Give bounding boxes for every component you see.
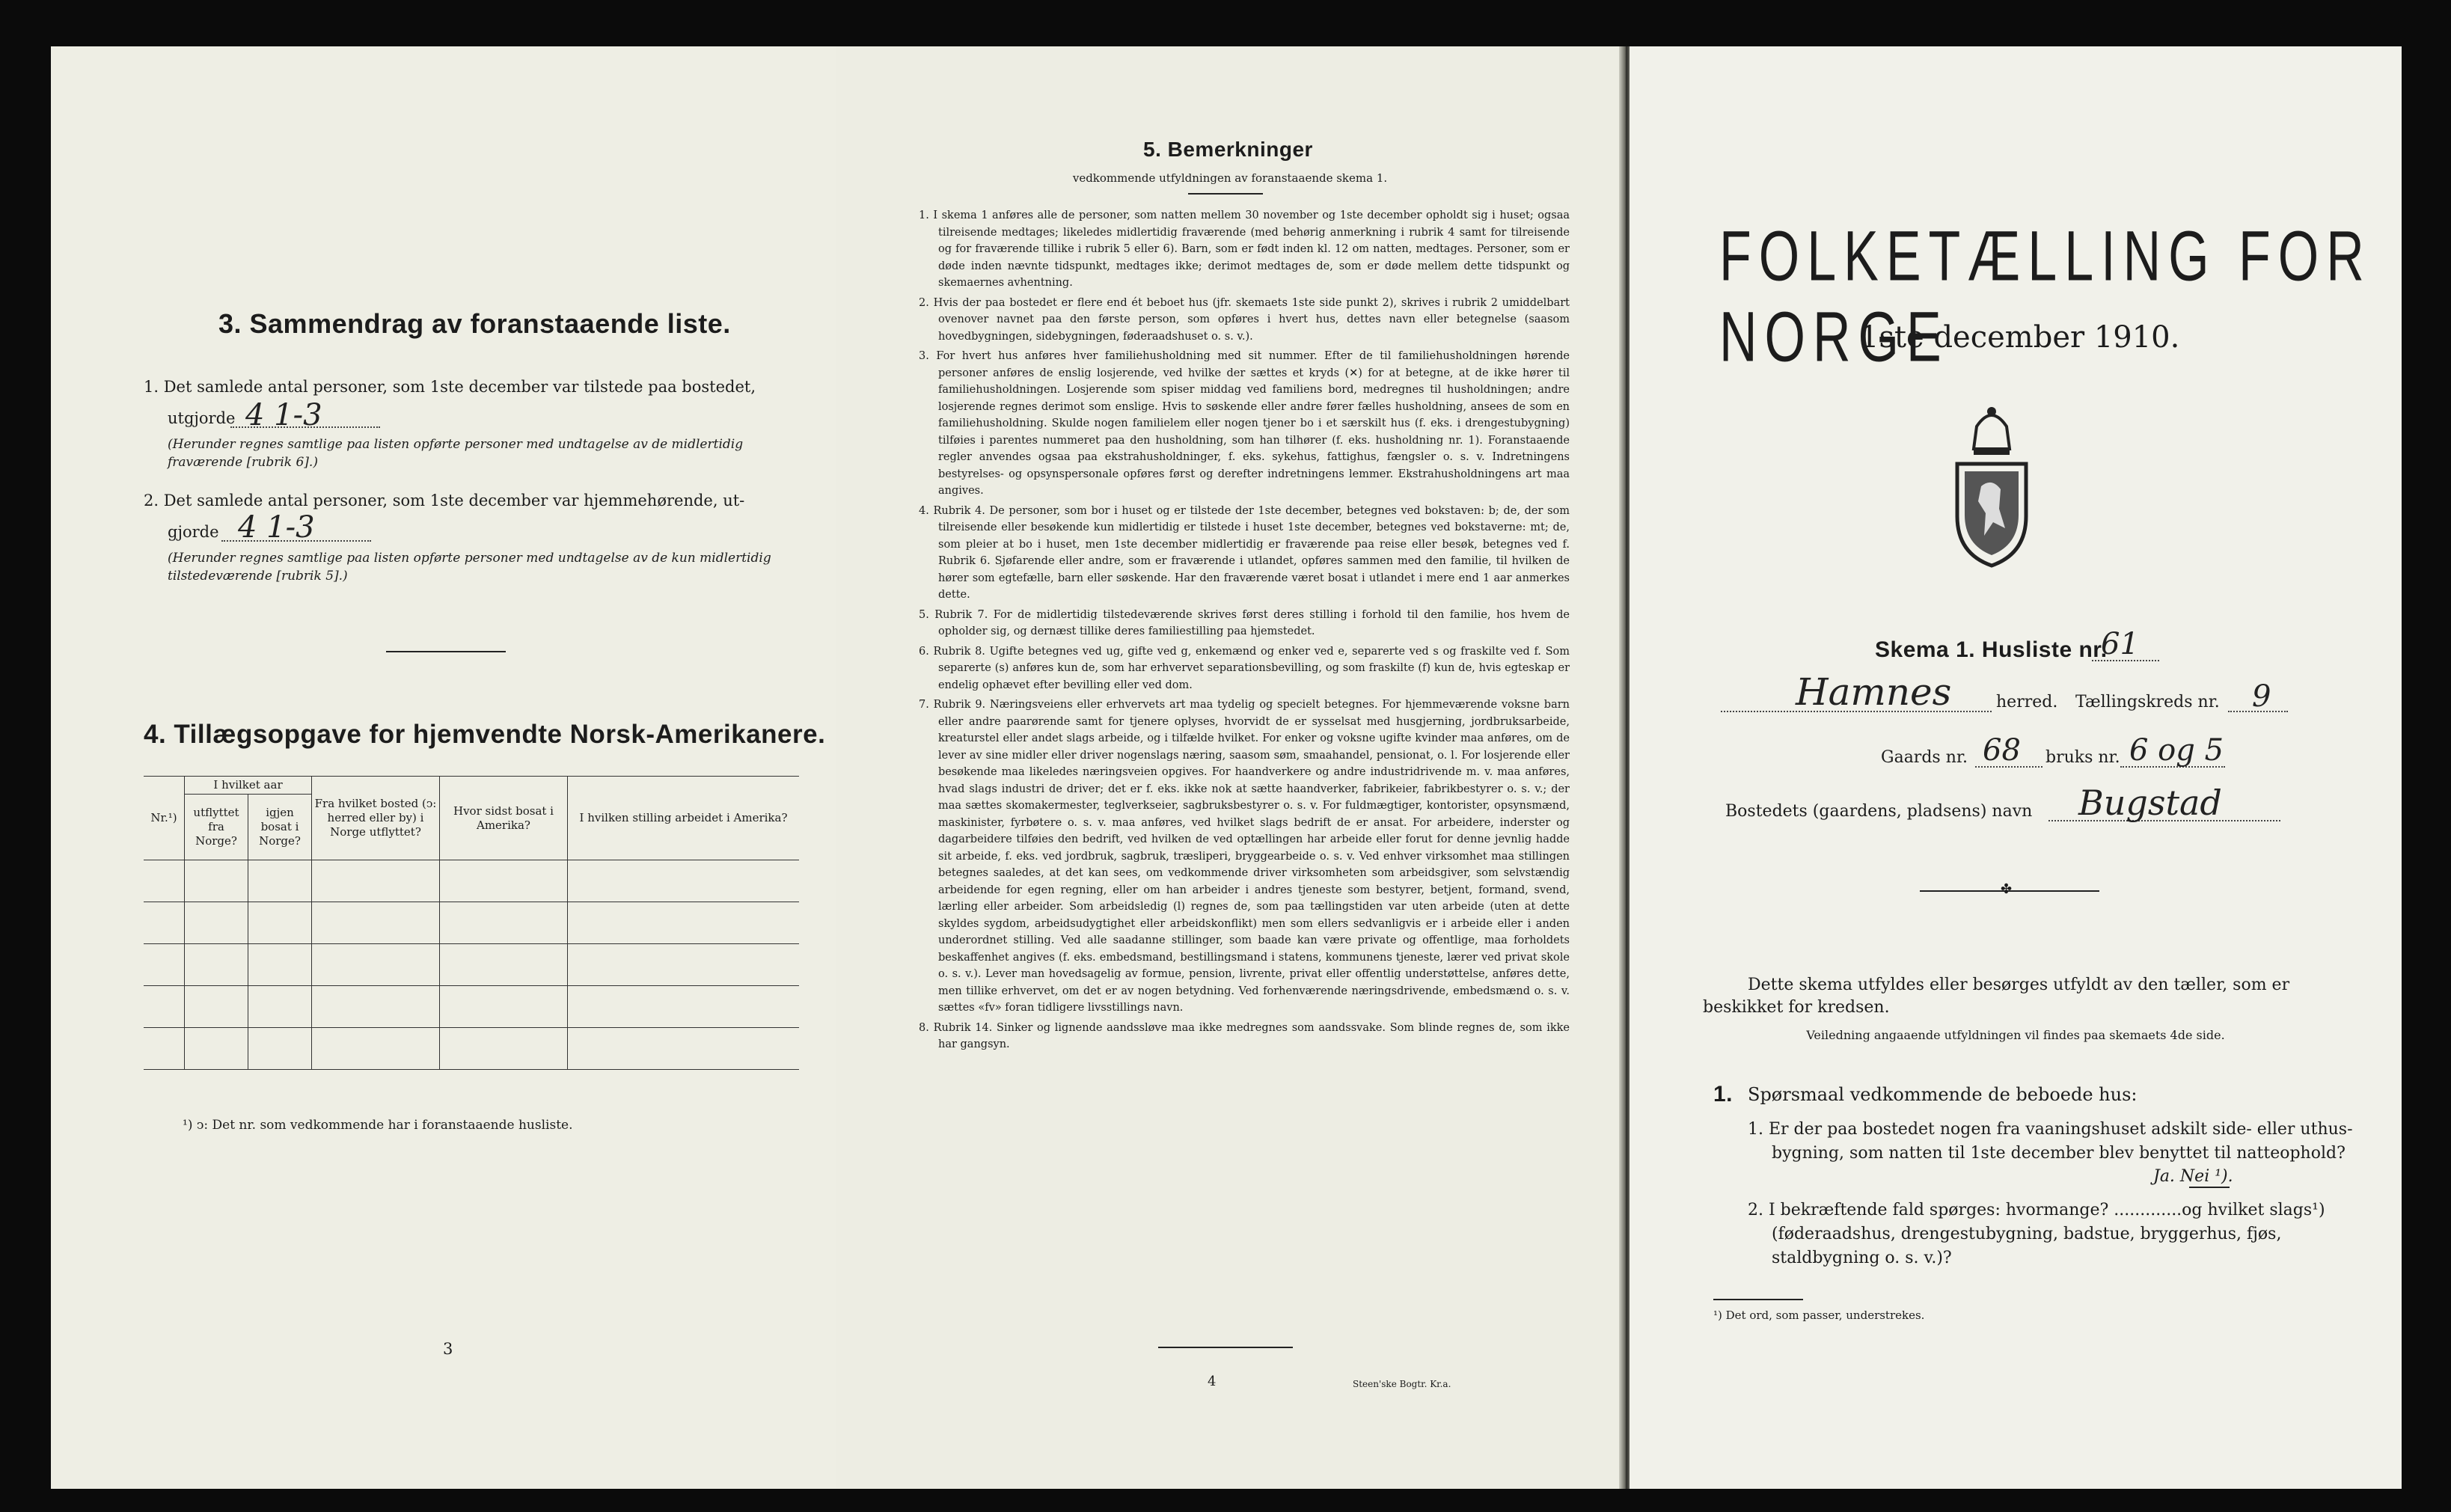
remark-item-6: 6. Rubrik 8. Ugifte betegnes ved ug, gifte ved g, enkemænd og enker ved e, separerte ved s og fraskilte ved f. Som separerte (s) anføres kun de, som har erhvervet separationsbevilling, og som fraskilte (f) kun de, hvis egteskap er endelig ophævet efter bevilling eller ved dom. [919,645,1570,691]
section3-title: 3. Sammendrag av foranstaaende liste. [218,308,731,339]
question-2: 2. I bekræftende fald spørges: hvormange? .............og hvilket slags¹) (føderaadshus, drengestubygning, badstue, bryggerhus, fjøs, staldbygning o. s. v.)? [1748,1201,2325,1267]
remark-item-5: 5. Rubrik 7. For de midlertidig tilstedeværende skrives først deres stilling i forhold til den familie, hos hvem de opholder sig, og dernæst tillike deres familiestilling paa hjemstedet. [919,608,1570,637]
answer-underline [2189,1187,2230,1188]
instruction-note: Veiledning angaaende utfyldningen vil findes paa skemaets 4de side. [1806,1028,2225,1042]
ornament-icon: ✤ [2001,881,2013,897]
bosted-label: Bostedets (gaardens, pladsens) navn [1725,802,2033,821]
table-row [144,860,799,902]
remark-item-7: 7. Rubrik 9. Næringsveiens eller erhvervets art maa tydelig og specielt betegnes. For hjemmeværende voksne barn eller andre paarørende samt for tjenere oplyses, hvorvidt de er sysselsat med husgjerning, jordbruksarbeide, kreaturstel eller andet slags arbeide, og i tilfælde hvilket. For enker og voksne ugifte kvinder maa anføres, om de lever av sine midler eller driver nogenslags næring, saasom søm, smaahandel, pensionat, o. l. For losjerende eller besøkende maa likeledes næringsveien opgives. For haandverkere og andre industridrivende m. v. maa anføres, hvad slags industri de driver; det er f. eks. ikke nok at sætte haandverker, fabrikeier, fabrikbestyrer o. s. v.; der maa sættes skomakermester, teglverkseier, sagbruksbestyrer o. s. v. For fuldmægtiger, kontorister, opsynsmænd, maskinister, fyrbøtere o. s. v. maa anføres, ved hvilket slags bedrift de er ansat. For arbeidere, inderster og dagarbeidere tilføies den bedrift, ved hvilken de ved optællingen har arbeide eller forut for denne jevnlig hadde sit arbeide, f. eks. ved jordbruk, sagbruk, træsliperi, bryggearbeide o. s. v. Ved enhver virksomhet maa stillingen betegnes saaledes, at det kan sees, om vedkommende driver virksomheten som arbeidsgiver, som selvstændig arbeidende for egen regning, eller om han arbeider i andres tjeneste som bestyrer, betjent, formand, svend, lærling eller arbeider. Som arbeidsledig (l) regnes de, som paa tællingstiden var uten arbeide (uten at dette skyldes sygdom, arbeidsudygtighet eller arbeidskonflikt) men som ellers sedvanligvis er i arbeide eller i anden underordnet stilling. Ved alle saadanne stillinger, som baade kan være private og offentlige, maa forholdets beskaffenhet angives (f. eks. embedsmand, bestillingsmand i statens, kommunens tjeneste, lærer ved privat skole o. s. v.). Lever man hovedsagelig av formue, pension, livrente, privat eller offentlig understøttelse, anføres dette, men tillike erhvervet, om det er av nogen betydning. Ved forhenværende næringsdrivende, embedsmænd o. s. v. sættes «fv» foran tidligere livsstillings navn. [919,699,1570,1014]
footnote-rule [1713,1299,1803,1300]
section-divider [386,651,506,652]
table-row [144,986,799,1028]
middle-page [836,46,1624,1489]
herred-value: Hamnes [1796,670,1952,714]
herred-label: herred. [1996,693,2058,711]
table-header-nr: Nr.¹) [144,777,185,860]
instruction-text: Dette skema utfyldes eller besørges utfyldt av den tæller, som er beskikket for kredsen. [1703,976,2290,1017]
table-row [144,902,799,944]
gaards-label: Gaards nr. [1881,748,1968,767]
skema-label: Skema 1. Husliste nr. [1875,637,2108,662]
table-header-igjen-bosat: igjen bosat i Norge? [248,795,312,860]
right-page [1630,46,2402,1489]
summary-item1-prefix: utgjorde [168,409,236,427]
table-header-group: I hvilket aar [185,777,312,795]
remark-item-2: 2. Hvis der paa bostedet er flere end ét beboet hus (jfr. skemaets 1ste side punkt 2), skrives i rubrik 2 umiddelbart ovenover navnet paa den første person, som opføres i hvert hus, dettes navn eller betegnelse (saasom hovedbygningen, sidebygningen, føderaadshuset o. s. v.). [919,296,1570,343]
table-header-utflyttet: utflyttet fra Norge? [185,795,248,860]
question-1-answer: Ja. Nei ¹). [2153,1167,2233,1186]
summary-item1-value: 4 1-3 [245,398,322,432]
remarks-list [919,207,1570,1056]
table-header-sidst-bosat: Hvor sidst bosat i Amerika? [440,777,568,860]
norsk-amerikanere-table [144,776,799,1070]
remark-item-3: 3. For hvert hus anføres hver familiehusholdning med sit nummer. Efter de til familiehusholdningen hørende personer anføres de enslig losjerende, ved hvilke der sættes et kryds (✕) for at betegne, at de ikke hører til familiehusholdningen. Losjerende som spiser middag ved familiens bord, medregnes til husholdningen; andre losjerende regnes derimot som enslige. Hvis to søskende eller andre fører fælles husholdning, ansees de som en familiehusholdning. Skulde nogen familielem eller nogen tjener bo i et særskilt hus (f. eks. i drengestubygning) tilføies i parentes nummeret paa den husholdning, som han tilhører (f. eks. husholdning nr. 1). Foranstaaende regler anvendes ogsaa paa ekstrahusholdninger, f. eks. sykehus, fattighus, fængsler o. s. v. Indretningens bestyrelses- og opsynspersonale opføres først og derefter indretningens lemmer. Ekstrahusholdningens art maa angives. [919,350,1570,497]
section4-title: 4. Tillægsopgave for hjemvendte Norsk-Amerikanere. [144,720,826,749]
remark-item-4: 4. Rubrik 4. De personer, som bor i huset og er tilstede der 1ste december, betegnes ved bokstaven: b; de, der som tilreisende eller besøkende kun midlertidig er tilstede i huset 1ste december, betegnes ved bokstaverne: mt; de, som pleier at bo i huset, men 1ste december midlertidig er fraværende paa reise eller besøk, betegnes ved f. Rubrik 6. Sjøfarende eller andre, som er fraværende i utlandet, opføres sammen med den familie, til hvilken de hører som egtefælle, barn eller søskende. Har den fraværende været bosat i utlandet i mere end 1 aar anmerkes dette. [919,504,1570,601]
table-row [144,1028,799,1070]
bruks-value: 6 og 5 [2129,733,2224,768]
table-row [144,944,799,986]
remark-item-8: 8. Rubrik 14. Sinker og lignende aandssløve maa ikke medregnes som aandssvake. Som blinde regnes de, som ikke har gangsyn. [919,1021,1570,1050]
norway-coat-of-arms-icon [1947,397,2037,569]
summary-item2-prefix: gjorde [168,523,219,541]
summary-item2-note: (Herunder regnes samtlige paa listen opførte personer med undtagelse av de kun midlertidig tilstedeværende [rubrik 5].) [168,551,771,584]
remarks-subtitle: vedkommende utfyldningen av foranstaaende skema 1. [1072,171,1388,185]
remarks-title-rule [1188,193,1263,195]
gaards-value: 68 [1983,733,2021,768]
kreds-label: Tællingskreds nr. [2075,693,2220,711]
remarks-end-rule [1158,1347,1293,1348]
table-header-stilling: I hvilken stilling arbeidet i Amerika? [568,777,800,860]
left-page [51,46,836,1489]
questions-number: 1. [1713,1082,1734,1107]
right-footnote: ¹) Det ord, som passer, understrekes. [1713,1309,1925,1322]
summary-item2-text: 2. Det samlede antal personer, som 1ste december var hjemmehørende, ut- [144,492,745,509]
bosted-value: Bugstad [2078,783,2222,823]
summary-item1-text: 1. Det samlede antal personer, som 1ste december var tilstede paa bostedet, [144,378,756,396]
census-date: 1ste december 1910. [1860,320,2180,355]
husliste-nr-value: 61 [2101,627,2139,661]
remarks-title: 5. Bemerkninger [1143,138,1313,161]
remark-item-1: 1. I skema 1 anføres alle de personer, som natten mellem 30 november og 1ste december opholdt sig i huset; ogsaa tilreisende medtages; likeledes midlertidig fraværende (med behørig anmerkning i rubrik 4 samt for tilreisende og for fraværende tillike i rubrik 5 eller 6). Barn, som er født inden kl. 12 om natten, medtages. Personer, som er døde inden nævnte tidspunkt, medtages ikke; derimot medtages de, som er døde mellem dette tidspunkt og skemaernes avhentning. [919,209,1570,289]
section4-footnote: ¹) ↄ: Det nr. som vedkommende har i foranstaaende husliste. [183,1118,573,1133]
questions-header: Spørsmaal vedkommende de beboede hus: [1748,1084,2138,1105]
printer-imprint: Steen'ske Bogtr. Kr.a. [1353,1379,1451,1389]
census-title: FOLKETÆLLING FOR NORGE [1719,216,2372,376]
kreds-value: 9 [2252,679,2271,714]
bruks-label: bruks nr. [2045,748,2120,767]
page-number-left: 3 [443,1340,453,1358]
question-1: 1. Er der paa bostedet nogen fra vaaningshuset adskilt side- eller uthus-bygning, som natten til 1ste december blev benyttet til natteophold? [1748,1120,2353,1163]
summary-item2-value: 4 1-3 [238,510,315,545]
page-number-middle: 4 [1208,1374,1217,1389]
table-header-fra-bosted: Fra hvilket bosted (ↄ: herred eller by) i Norge utflyttet? [312,777,440,860]
summary-item1-note: (Herunder regnes samtlige paa listen opførte personer med undtagelse av de midlertidig fraværende [rubrik 6].) [168,437,744,470]
